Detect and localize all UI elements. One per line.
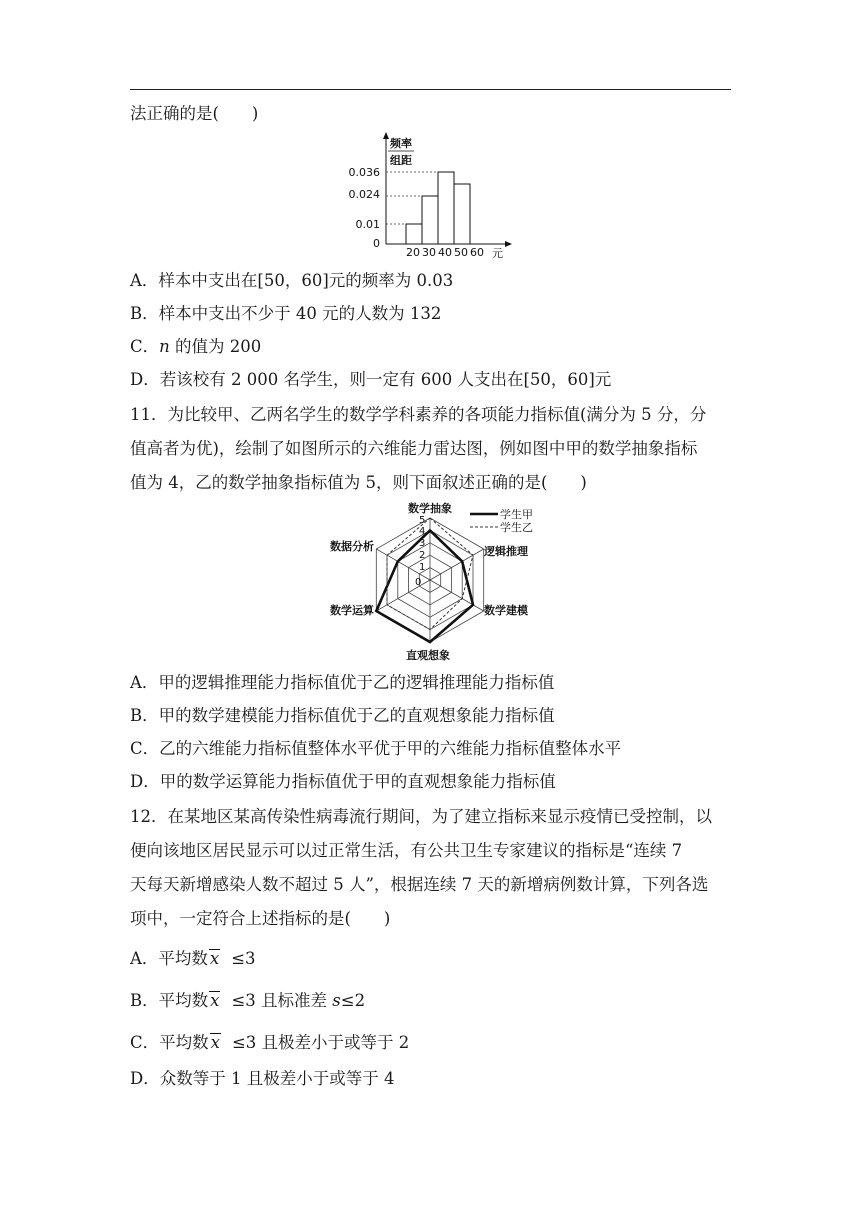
radar-scale-2: 2 — [419, 550, 426, 561]
q11-option-c: C．乙的六维能力指标值整体水平优于甲的六维能力指标值整体水平 — [130, 739, 622, 758]
q12-option-c: C．平均数 x ≤3 且极差小于或等于 2 — [130, 1033, 410, 1052]
q12-stem-line-4: 项中，一定符合上述指标的是( ) — [130, 909, 391, 928]
hist-xtick-40: 40 — [438, 246, 452, 259]
radar-spoke-2 — [430, 580, 484, 611]
hist-xtick-60: 60 — [470, 246, 484, 259]
hist-bar-1 — [422, 196, 438, 244]
hist-ytick-0024: 0.024 — [348, 188, 380, 201]
radar-axis-label-modeling: 数学建模 — [484, 604, 528, 617]
hist-bar-3 — [454, 184, 470, 244]
radar-axis-label-abstraction: 数学抽象 — [408, 502, 452, 515]
radar-scale-0: 0 — [415, 577, 422, 588]
radar-axis-label-computation: 数学运算 — [330, 604, 374, 617]
hist-ylabel-bottom: 组距 — [390, 154, 412, 167]
radar-scale-1: 1 — [419, 562, 426, 573]
radar-spoke-1 — [430, 549, 484, 580]
hist-ylabel-top: 频率 — [390, 137, 412, 150]
q10-option-c-var: n — [159, 337, 170, 356]
q10-option-a: A．样本中支出在[50，60]元的频率为 0.03 — [130, 271, 454, 290]
q10-option-d: D．若该校有 2 000 名学生，则一定有 600 人支出在[50，60]元 — [130, 370, 612, 389]
q11-stem-line-1: 11．为比较甲、乙两名学生的数学学科素养的各项能力指标值(满分为 5 分，分 — [130, 405, 707, 424]
radar-scale-3: 3 — [419, 538, 426, 549]
hist-xtick-30: 30 — [422, 246, 436, 259]
radar-chart — [310, 496, 560, 664]
radar-axis-label-analysis: 数据分析 — [330, 540, 374, 553]
hist-bar-2 — [438, 172, 454, 244]
q10-option-c: C．n 的值为 200 — [130, 337, 262, 356]
q10-stem-tail: 法正确的是( ) — [130, 104, 259, 123]
hist-ytick-0: 0 — [373, 237, 380, 250]
hist-ytick-001: 0.01 — [355, 218, 380, 231]
legend-label-jia: 学生甲 — [500, 508, 533, 521]
q12-stem-line-3: 天每天新增感染人数不超过 5 人”，根据连续 7 天的新增病例数计算，下列各选 — [130, 875, 709, 894]
q12-stem-line-1: 12．在某地区某高传染性病毒流行期间，为了建立指标来显示疫情已受控制，以 — [130, 807, 712, 826]
q11-stem-line-3: 值为 4，乙的数学抽象指标值为 5，则下面叙述正确的是( ) — [130, 473, 587, 492]
q12-option-d: D．众数等于 1 且极差小于或等于 4 — [130, 1069, 395, 1088]
q11-option-d: D．甲的数学运算能力指标值优于甲的直观想象能力指标值 — [130, 772, 556, 791]
radar-scale-5: 5 — [419, 515, 426, 526]
radar-scale-4: 4 — [419, 526, 426, 537]
q11-stem-line-2: 值高者为优)，绘制了如图所示的六维能力雷达图，例如图中甲的数学抽象指标 — [130, 439, 698, 458]
q11-option-b: B．甲的数学建模能力指标值优于乙的直观想象能力指标值 — [130, 706, 555, 725]
hist-xtick-50: 50 — [454, 246, 468, 259]
xbar-symbol: x — [210, 991, 220, 1010]
xbar-symbol: x — [210, 1033, 220, 1052]
hist-xtick-20: 20 — [406, 246, 420, 259]
radar-axis-label-intuition: 直观想象 — [406, 649, 450, 662]
hist-bar-0 — [406, 224, 422, 244]
xbar-symbol: x — [209, 949, 220, 968]
q12-option-a: A．平均数 x ≤3 — [130, 949, 256, 968]
page-top-rule — [130, 89, 731, 90]
q12-option-b: B．平均数 x ≤3 且标准差 s≤2 — [130, 991, 366, 1010]
legend-label-yi: 学生乙 — [500, 521, 533, 534]
hist-ytick-0036: 0.036 — [348, 166, 380, 179]
hist-xunit: 元 — [492, 247, 503, 260]
radar-axis-label-logic: 逻辑推理 — [484, 545, 528, 558]
q10-option-b: B．样本中支出不少于 40 元的人数为 132 — [130, 304, 442, 323]
q12-stem-line-2: 便向该地区居民显示可以过正常生活，有公共卫生专家建议的指标是“连续 7 — [130, 841, 683, 860]
q11-option-a: A．甲的逻辑推理能力指标值优于乙的逻辑推理能力指标值 — [130, 673, 555, 692]
histogram-chart — [340, 132, 520, 260]
